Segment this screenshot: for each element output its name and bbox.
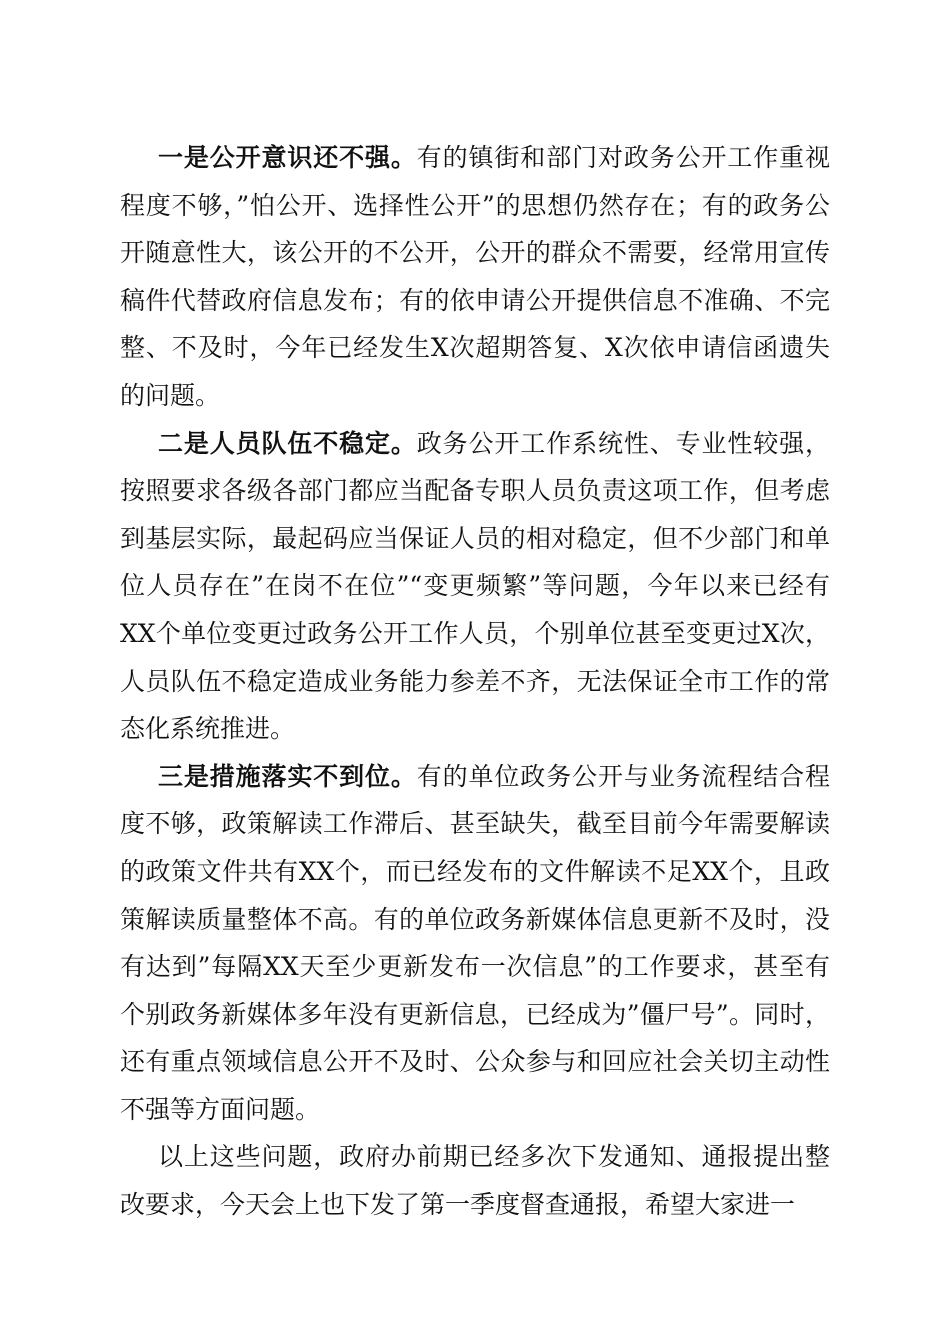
paragraph-1-body: 有的镇街和部门对政务公开工作重视程度不够，”怕公开、选择性公开”的思想仍然存在；有的政务公开随意性大，该公开的不公开，公开的群众不需要，经常用宣传稿件代替政府信息发布；有的依申请公开提供信息不准确、不完整、不及时，今年已经发生X次超期答复、X次依申请信函遗失的问题。 [120,143,830,410]
paragraph-3-body: 有的单位政务公开与业务流程结合程度不够，政策解读工作滞后、甚至缺失，截至目前今年需要解读的政策文件共有XX个，而已经发布的文件解读不足XX个，且政策解读质量整体不高。有的单位政务新媒体信息更新不及时，没有达到”每隔XX天至少更新发布一次信息”的工作要求，甚至有个别政务新媒体多年没有更新信息，已经成为”僵尸号”。同时，还有重点领域信息公开不及时、公众参与和回应社会关切主动性不强等方面问题。 [120,761,830,1124]
paragraph-2-heading: 二是人员队伍不稳定。 [158,428,417,458]
paragraph-4 [120,1133,830,1228]
paragraph-2-body: 政务公开工作系统性、专业性较强，按照要求各级各部门都应当配备专职人员负责这项工作，但考虑到基层实际，最起码应当保证人员的相对稳定，但不少部门和单位人员存在”在岗不在位”“变更频繁”等问题，今年以来已经有XX个单位变更过政务公开工作人员，个别单位甚至变更过X次，人员队伍不稳定造成业务能力参差不齐，无法保证全市工作的常态化系统推进。 [120,428,830,744]
document-page [120,134,830,1229]
paragraph-1-heading: 一是公开意识还不强。 [158,143,417,172]
paragraph-1 [120,134,830,420]
paragraph-4-body: 以上这些问题，政府办前期已经多次下发通知、通报提出整改要求，今天会上也下发了第一季度督查通报，希望大家进一 [120,1142,830,1220]
paragraph-3 [120,753,830,1134]
paragraph-2 [120,420,830,753]
paragraph-3-heading: 三是措施落实不到位。 [158,761,417,791]
